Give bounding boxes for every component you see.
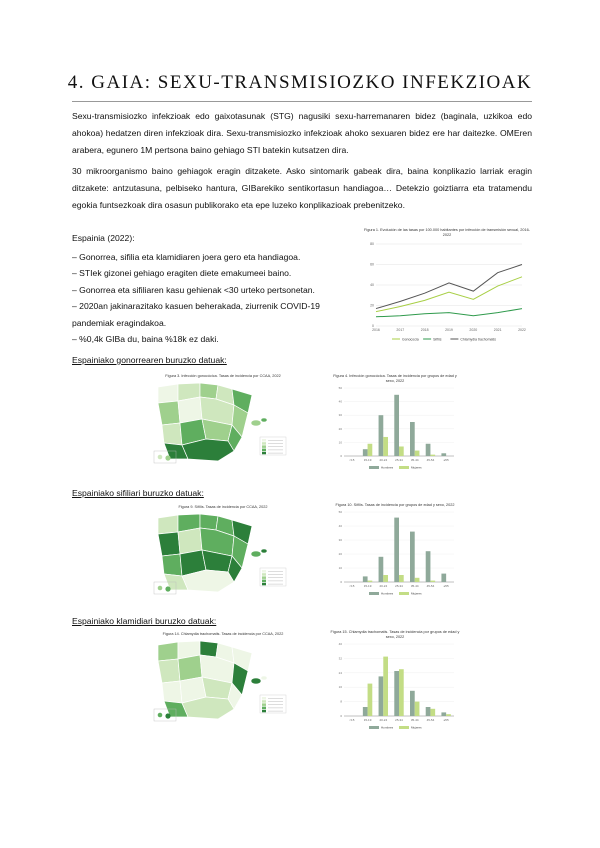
map-island bbox=[251, 420, 261, 426]
trend-line-chart bbox=[362, 238, 532, 346]
bar bbox=[441, 712, 446, 716]
y-tick-label: 8 bbox=[340, 699, 342, 704]
map-region bbox=[178, 655, 202, 681]
legend-label: Hombres bbox=[381, 465, 394, 470]
map-legend-swatch bbox=[262, 580, 266, 583]
syphilis-bar-figure bbox=[330, 503, 460, 603]
series-line bbox=[376, 277, 522, 312]
x-tick-label: 2022 bbox=[518, 328, 526, 332]
bar bbox=[379, 415, 384, 456]
spain-bullet: – Gonorrea eta sifiliaren kasu gehienak <30 urteko pertsonetan. bbox=[72, 284, 315, 295]
bar bbox=[430, 455, 435, 456]
map-region bbox=[162, 681, 182, 703]
bar bbox=[394, 518, 399, 582]
y-tick-label: 0 bbox=[372, 324, 374, 329]
x-tick-label: 35-44 bbox=[410, 718, 419, 722]
legend-label: Hombres bbox=[381, 725, 394, 730]
x-tick-label: 45-54 bbox=[426, 458, 435, 462]
map-region bbox=[158, 532, 180, 556]
y-tick-label: 50 bbox=[338, 386, 342, 390]
y-tick-label: 0 bbox=[340, 454, 342, 458]
map-island bbox=[165, 586, 170, 591]
legend-label: Chlamydia trachomatis bbox=[460, 337, 497, 342]
map-island bbox=[261, 418, 267, 422]
spain-title: Espainia (2022): bbox=[72, 233, 135, 243]
map-region bbox=[158, 401, 180, 425]
map-caption: Figura 14. Chlamydia trachomatis. Tasas de incidencia por CCAA, 2022 bbox=[162, 632, 284, 636]
x-tick-label: 2019 bbox=[445, 328, 453, 332]
map-region bbox=[158, 659, 180, 683]
x-tick-label: 25-34 bbox=[395, 584, 403, 588]
y-tick-label: 60 bbox=[370, 262, 374, 267]
spain-bullet: – STIek gizonei gehiago eragiten diete emakumeei baino. bbox=[72, 268, 292, 278]
x-tick-label: 15-19 bbox=[363, 458, 372, 462]
y-tick-label: 40 bbox=[370, 283, 374, 288]
y-tick-label: 24 bbox=[338, 670, 342, 675]
x-tick-label: 45-54 bbox=[426, 718, 435, 722]
legend-swatch bbox=[399, 726, 409, 729]
map-legend-swatch bbox=[262, 449, 266, 452]
map-region bbox=[178, 397, 202, 423]
heading-divider bbox=[72, 101, 532, 102]
bar bbox=[415, 578, 420, 582]
x-tick-label: <15 bbox=[349, 584, 355, 588]
gonorrhea-heading: Espainiako gonorrearen buruzko datuak: bbox=[72, 355, 227, 365]
y-tick-label: 20 bbox=[338, 552, 342, 556]
y-tick-label: 40 bbox=[338, 524, 342, 528]
x-tick-label: 35-44 bbox=[410, 584, 419, 588]
intro-paragraph: Sexu-transmisiozko infekzioak edo gaixotasunak (STG) nagusiki sexu-harremanaren bidez (baginala, uzkikoa edo ahokoa) hedatzen diren infekzioak dira. Sexu-transmisiozko infekzioak ahoko sexuaren bidez ere har daitezke. OMEren arabera, egunero 1M pertsona baino gehiago STI batekin kutsatzen dira. bbox=[72, 111, 532, 155]
map-island bbox=[165, 455, 170, 460]
map-island bbox=[261, 549, 267, 553]
bar bbox=[446, 714, 451, 716]
map-legend-swatch bbox=[262, 707, 266, 710]
x-tick-label: 20-24 bbox=[379, 718, 388, 722]
y-tick-label: 10 bbox=[338, 440, 342, 445]
map-region bbox=[158, 515, 178, 534]
syphilis-spain-map bbox=[148, 510, 298, 600]
bar bbox=[383, 657, 388, 716]
bar bbox=[426, 707, 431, 716]
legend-label: Hombres bbox=[381, 591, 394, 596]
spain-bullet: – Gonorrea, sifilia eta klamidiaren joera gero eta handiagoa. bbox=[72, 251, 301, 262]
chlamydia-map-figure bbox=[148, 632, 298, 732]
y-tick-label: 10 bbox=[338, 566, 342, 570]
chlamydia-bar-chart bbox=[330, 640, 460, 732]
bar bbox=[415, 702, 420, 716]
x-tick-label: 15-19 bbox=[363, 584, 372, 588]
legend-swatch bbox=[369, 466, 379, 469]
section-heading: 4. GAIA: SEXU-TRANSMISIOZKO INFEKZIOAK bbox=[67, 72, 533, 93]
x-tick-label: 45-54 bbox=[426, 584, 435, 588]
legend-label: Gonococia bbox=[402, 337, 419, 342]
x-tick-label: 25-34 bbox=[395, 718, 403, 722]
map-caption: Figura 9. Sífilis. Tasas de incidencia por CCAA, 2022 bbox=[178, 505, 268, 509]
x-tick-label: <15 bbox=[349, 718, 355, 722]
x-tick-label: 2017 bbox=[396, 328, 405, 332]
map-legend-swatch bbox=[262, 573, 266, 576]
bar-chart-title: Figura 15. Chlamydia trachomatis. Tasas de incidencia por grupos de edad y sexo, 2022 bbox=[330, 630, 460, 639]
map-region bbox=[200, 641, 218, 657]
bar bbox=[410, 532, 415, 582]
legend-label: Sífilis bbox=[433, 337, 442, 342]
x-tick-label: 15-19 bbox=[363, 718, 372, 722]
chlamydia-bar-figure bbox=[330, 630, 460, 737]
bar bbox=[368, 444, 373, 456]
gonorrhea-map-figure bbox=[148, 374, 298, 474]
legend-swatch bbox=[399, 466, 409, 469]
x-tick-label: ≥55 bbox=[443, 584, 449, 588]
bar bbox=[394, 395, 399, 456]
map-legend-swatch bbox=[262, 703, 266, 706]
x-tick-label: <15 bbox=[349, 458, 355, 462]
y-tick-label: 16 bbox=[338, 685, 342, 690]
y-tick-label: 80 bbox=[370, 242, 374, 247]
bar bbox=[410, 422, 415, 456]
gonorrhea-bar-chart bbox=[330, 384, 460, 472]
spain-bullet: – 2020an jakinarazitako kasuen beherakada, ziurrenik COVID-19 pandemiak eragindakoa. bbox=[72, 301, 320, 328]
y-tick-label: 30 bbox=[338, 538, 342, 542]
map-region bbox=[158, 642, 178, 661]
trend-figure bbox=[362, 228, 532, 351]
map-legend-swatch bbox=[262, 452, 266, 455]
bar bbox=[363, 707, 368, 716]
bar bbox=[368, 581, 373, 582]
bar bbox=[383, 575, 388, 582]
bar-chart-title: Figura 4. Infección gonocócica. Tasas de incidencia por grupos de edad y sexo, 2022 bbox=[333, 374, 457, 383]
trend-chart-title: Figura 1. Evolución de las tasas por 100.000 habitantes por infección de transmisión sexual, 2016-2022 bbox=[364, 228, 530, 237]
bar bbox=[430, 581, 435, 582]
x-tick-label: 35-44 bbox=[410, 458, 419, 462]
y-tick-label: 40 bbox=[338, 642, 342, 646]
chlamydia-heading: Espainiako klamidiari buruzko datuak: bbox=[72, 616, 217, 626]
bar bbox=[383, 437, 388, 456]
legend-label: Mujeres bbox=[411, 465, 422, 470]
map-caption: Figura 3. Infección gonocócica. Tasas de incidencia por CCAA, 2022 bbox=[165, 374, 281, 378]
bar bbox=[426, 444, 431, 456]
series-line bbox=[376, 265, 522, 309]
map-island bbox=[158, 713, 163, 718]
map-legend-swatch bbox=[262, 576, 266, 579]
map-island bbox=[158, 586, 163, 591]
microbes-paragraph: 30 mikroorganismo baino gehiagok eragin ditzakete. Asko sintomarik gabeak dira, baina konplikazio larriak eragin ditzakete: antzutasuna, pelbiseko hantura, GIBarekiko sentikortasun handiagoa… Detekzio goiztiarra eta tratamendu egokia funtsezkoak dira osasun publikorako eta epe luzeko konplikazioak prebenitzeko. bbox=[72, 166, 532, 210]
bar bbox=[430, 709, 435, 716]
x-tick-label: 2021 bbox=[493, 328, 502, 332]
y-tick-label: 20 bbox=[370, 303, 374, 308]
bar-chart-title: Figura 10. Sífilis. Tasas de incidencia por grupos de edad y sexo, 2022 bbox=[335, 503, 455, 507]
syphilis-bar-chart bbox=[330, 508, 460, 598]
map-region bbox=[178, 528, 202, 554]
bar bbox=[363, 576, 368, 582]
x-tick-label: ≥55 bbox=[443, 718, 449, 722]
map-island bbox=[165, 713, 170, 718]
x-tick-label: 25-34 bbox=[395, 458, 403, 462]
map-region bbox=[162, 423, 182, 445]
x-tick-label: 2016 bbox=[372, 328, 380, 332]
map-legend-swatch bbox=[262, 439, 266, 442]
map-legend-swatch bbox=[262, 570, 266, 573]
map-island bbox=[261, 676, 267, 680]
legend-label: Mujeres bbox=[411, 591, 422, 596]
map-legend-swatch bbox=[262, 445, 266, 448]
bar bbox=[410, 691, 415, 716]
bar bbox=[394, 671, 399, 716]
bar bbox=[368, 684, 373, 716]
legend-swatch bbox=[369, 726, 379, 729]
map-legend-swatch bbox=[262, 710, 266, 713]
y-tick-label: 0 bbox=[340, 714, 342, 718]
series-line bbox=[376, 309, 522, 317]
bar bbox=[426, 551, 431, 582]
bar bbox=[441, 574, 446, 582]
legend-swatch bbox=[369, 592, 379, 595]
x-tick-label: 20-24 bbox=[379, 458, 388, 462]
map-legend-swatch bbox=[262, 700, 266, 703]
map-region bbox=[200, 383, 218, 399]
map-island bbox=[158, 455, 163, 460]
bar bbox=[379, 557, 384, 582]
y-tick-label: 50 bbox=[338, 510, 342, 514]
bar bbox=[415, 451, 420, 456]
spain-bullet: – %0,4k GIBa du, baina %18k ez daki. bbox=[72, 334, 219, 344]
map-legend-swatch bbox=[262, 697, 266, 700]
x-tick-label: 2020 bbox=[469, 328, 478, 332]
map-legend-swatch bbox=[262, 583, 266, 586]
y-tick-label: 40 bbox=[338, 399, 342, 404]
syphilis-map-figure bbox=[148, 505, 298, 605]
map-island bbox=[251, 678, 261, 684]
bar bbox=[399, 446, 404, 456]
map-island bbox=[251, 551, 261, 557]
bar bbox=[379, 676, 384, 716]
y-tick-label: 32 bbox=[338, 656, 342, 661]
map-region bbox=[200, 514, 218, 530]
x-tick-label: 2018 bbox=[420, 328, 429, 332]
legend-swatch bbox=[399, 592, 409, 595]
gonorrhea-spain-map bbox=[148, 379, 298, 469]
syphilis-heading: Espainiako sifiliari buruzko datuak: bbox=[72, 488, 204, 498]
bar bbox=[399, 669, 404, 716]
map-region bbox=[158, 384, 178, 403]
bar bbox=[399, 575, 404, 582]
x-tick-label: 20-24 bbox=[379, 584, 388, 588]
y-tick-label: 0 bbox=[340, 580, 342, 584]
legend-label: Mujeres bbox=[411, 725, 422, 730]
x-tick-label: ≥55 bbox=[443, 458, 449, 462]
y-tick-label: 20 bbox=[338, 426, 342, 431]
map-region bbox=[162, 554, 182, 576]
spain-summary bbox=[72, 230, 352, 348]
bar bbox=[363, 449, 368, 456]
gonorrhea-bar-figure bbox=[330, 374, 460, 477]
chlamydia-spain-map bbox=[148, 637, 298, 727]
bar bbox=[441, 453, 446, 456]
y-tick-label: 30 bbox=[338, 413, 342, 418]
map-legend-swatch bbox=[262, 442, 266, 445]
